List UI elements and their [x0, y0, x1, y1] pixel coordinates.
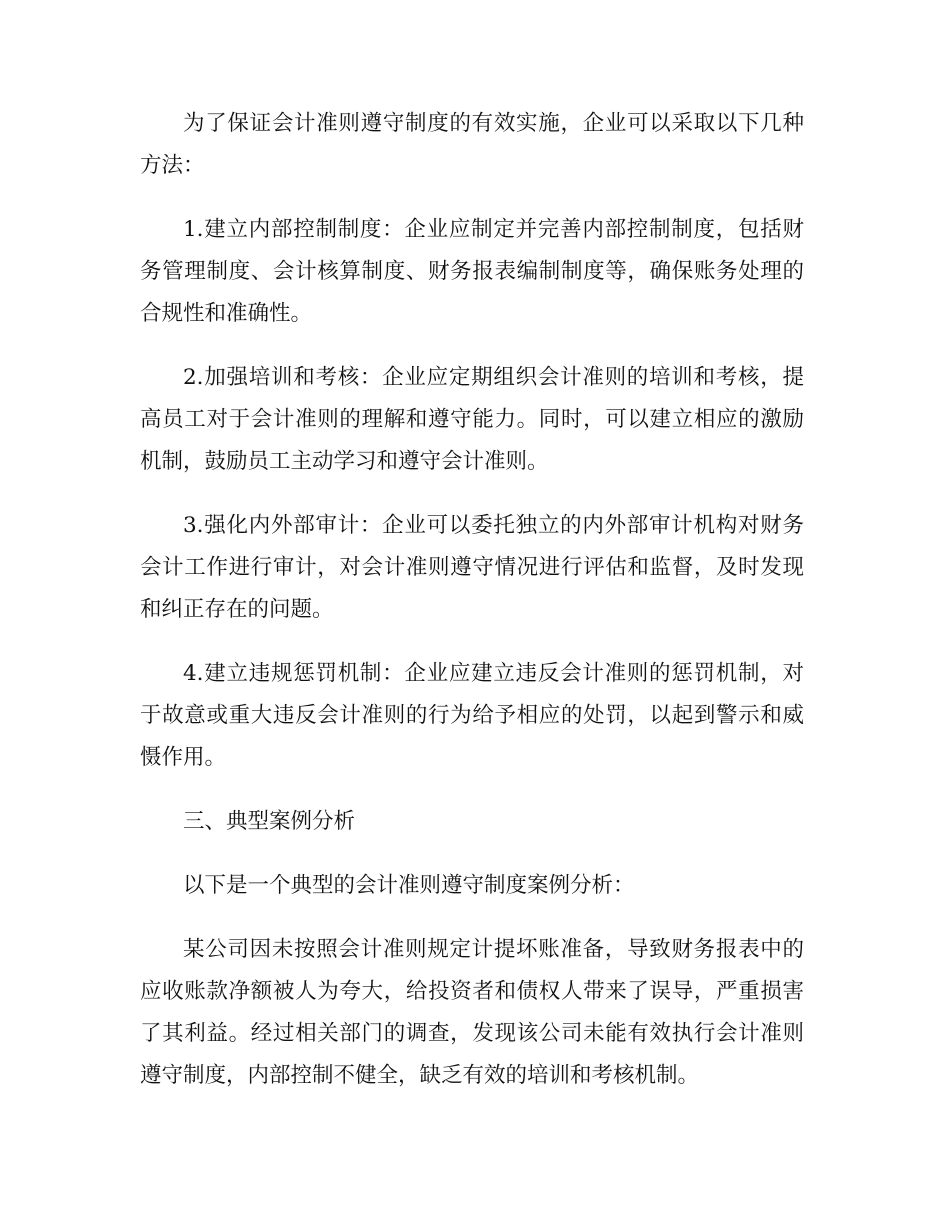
list-item-training: 2.加强培训和考核：企业应定期组织会计准则的培训和考核，提高员工对于会计准则的理解和遵守能力。同时，可以建立相应的激励机制，鼓励员工主动学习和遵守会计准则。 — [140, 365, 804, 474]
list-item-penalty: 4.建立违规惩罚机制：企业应建立违反会计准则的惩罚机制，对于故意或重大违反会计准则的行为给予相应的处罚，以起到警示和威慑作用。 — [140, 661, 804, 770]
case-intro-paragraph: 以下是一个典型的会计准则遵守制度案例分析： — [183, 873, 635, 898]
section-heading: 三、典型案例分析 — [183, 809, 356, 834]
intro-paragraph: 为了保证会计准则遵守制度的有效实施，企业可以采取以下几种方法： — [140, 111, 804, 178]
list-item-internal-control: 1.建立内部控制制度：企业应制定并完善内部控制制度，包括财务管理制度、会计核算制度、财务报表编制制度等，确保账务处理的合规性和准确性。 — [140, 217, 804, 326]
list-item-audit: 3.强化内外部审计：企业可以委托独立的内外部审计机构对财务会计工作进行审计，对会计准则遵守情况进行评估和监督，及时发现和纠正存在的问题。 — [140, 513, 804, 622]
case-analysis-paragraph: 某公司因未按照会计准则规定计提坏账准备，导致财务报表中的应收账款净额被人为夸大，给投资者和债权人带来了误导，严重损害了其利益。经过相关部门的调查，发现该公司未能有效执行会计准则遵守制度，内部控制不健全，缺乏有效的培训和考核机制。 — [140, 937, 804, 1088]
document-body — [140, 103, 804, 1119]
